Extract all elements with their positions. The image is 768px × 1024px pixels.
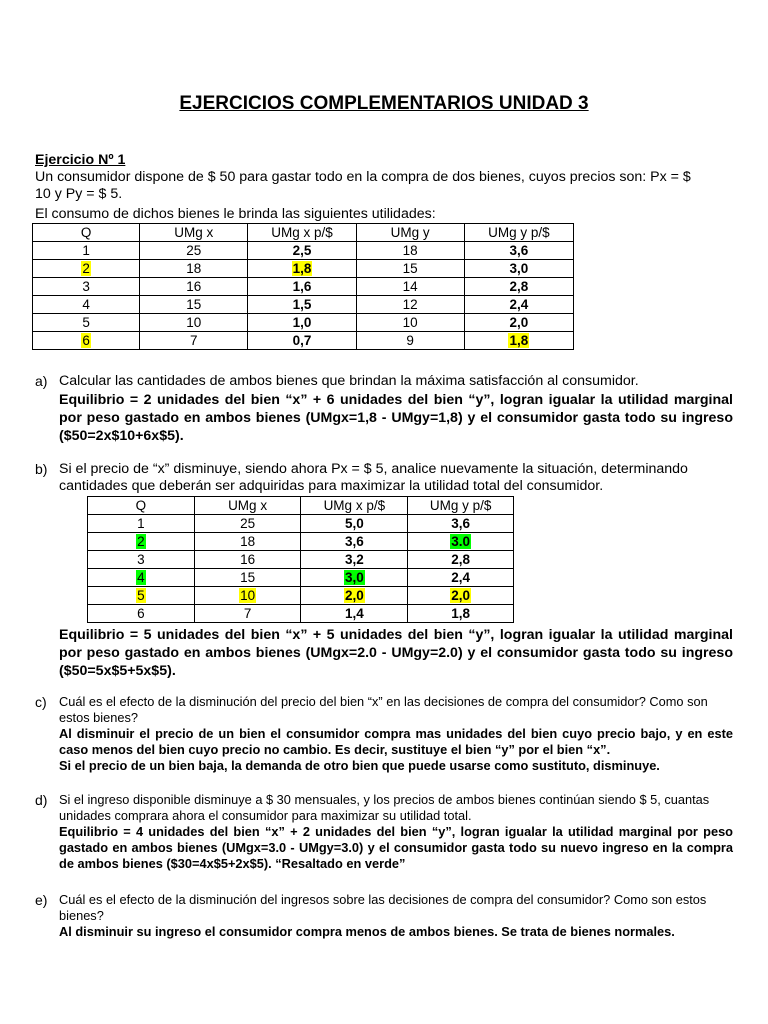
table-row (88, 587, 514, 605)
cell-umgx-per-peso: 2,5 (248, 242, 356, 260)
cell-umgy-per-peso: 2,4 (464, 296, 573, 314)
cell-umgx: 7 (140, 332, 248, 350)
highlight-yellow: 6 (82, 333, 90, 348)
table-row (33, 242, 574, 260)
table-header-row (88, 497, 514, 515)
table-row (33, 332, 574, 350)
cell-umgy-per-peso: 2,4 (408, 569, 514, 587)
highlight-yellow: 5 (137, 588, 145, 603)
highlight-yellow: 2 (82, 261, 90, 276)
cell-umgx-per-peso (301, 587, 408, 605)
table-row (33, 260, 574, 278)
cell-umgx: 15 (140, 296, 248, 314)
cell-umgy-per-peso: 1,8 (408, 605, 514, 623)
cell-umgy-per-peso: 2,8 (464, 278, 573, 296)
cell-umgx: 18 (194, 533, 301, 551)
highlight-green: 3.0 (451, 534, 470, 549)
cell-umgx-per-peso: 3,2 (301, 551, 408, 569)
cell-q (88, 587, 195, 605)
col-header-umgy-per-peso: UMg y p/$ (464, 224, 573, 242)
cell-q (88, 533, 195, 551)
cell-umgy: 14 (356, 278, 464, 296)
highlight-green: 4 (137, 570, 145, 585)
table-row (88, 515, 514, 533)
question-d: Si el ingreso disponible disminuye a $ 30 mensuales, y los precios de ambos bienes continúan siendo $ 5, cuantas unidades comprara ahora el consumidor para maximizar su utilidad total. (59, 792, 710, 823)
col-header-umgy-per-peso: UMg y p/$ (408, 497, 514, 515)
question-a: Calcular las cantidades de ambos bienes que brindan la máxima satisfacción al consumidor. (59, 373, 639, 389)
item-label-b: b) (35, 461, 48, 477)
cell-umgx-per-peso: 5,0 (301, 515, 408, 533)
cell-umgx: 7 (194, 605, 301, 623)
cell-umgy-per-peso: 3,6 (408, 515, 514, 533)
cell-umgx-per-peso: 0,7 (248, 332, 356, 350)
item-label-d: d) (35, 792, 48, 808)
highlight-yellow: 2,0 (344, 588, 364, 603)
cell-q: 1 (88, 515, 195, 533)
cell-q: 6 (88, 605, 195, 623)
cell-umgx: 10 (140, 314, 248, 332)
cell-umgx (194, 587, 301, 605)
cell-umgy-per-peso: 2,8 (408, 551, 514, 569)
utility-table-2 (87, 496, 514, 623)
question-b-line-1: Si el precio de “x” disminuye, siendo ahora Px = $ 5, analice nuevamente la situación, determinando (59, 461, 688, 477)
answer-e: Al disminuir su ingreso el consumidor compra menos de ambos bienes. Se trata de bienes normales. (59, 924, 675, 939)
cell-umgy-per-peso: 3,6 (464, 242, 573, 260)
answer-d: Equilibrio = 4 unidades del bien “x” + 2 unidades del bien “y”, logran igualar la utilidad marginal por peso gastado en ambos bienes (UMgx=3.0 - UMgy=3.0) y el consumidor gasta todo su nuevo ingreso en la compra de ambos bienes ($30=4x$5+2x$5). “Resaltado en verde” (59, 824, 733, 871)
cell-umgy-per-peso (408, 587, 514, 605)
cell-umgx-per-peso: 1,5 (248, 296, 356, 314)
cell-umgy-per-peso (464, 332, 573, 350)
cell-umgx: 25 (140, 242, 248, 260)
item-label-a: a) (35, 373, 48, 389)
col-header-umgx-per-peso: UMg x p/$ (301, 497, 408, 515)
cell-umgy-per-peso: 3,0 (464, 260, 573, 278)
highlight-yellow: 2,0 (451, 588, 470, 603)
cell-umgy-per-peso (408, 533, 514, 551)
table-row (33, 278, 574, 296)
answer-b: Equilibrio = 5 unidades del bien “x” + 5 unidades del bien “y”, logran igualar la utilidad marginal por peso gastado en ambos bienes (UMgx=2.0 - UMgy=2.0) y el consumidor gasta todo su ingreso ($50=5x$5+5x$5). (59, 627, 733, 679)
table-row (33, 314, 574, 332)
intro-line-2: 10 y Py = $ 5. (35, 186, 123, 202)
table-row (88, 551, 514, 569)
item-label-e: e) (35, 892, 48, 908)
col-header-umgx: UMg x (140, 224, 248, 242)
question-c: Cuál es el efecto de la disminución del precio del bien “x” en las decisiones de compra del consumidor? Como son estos bienes? (59, 694, 708, 725)
cell-umgx-per-peso (301, 569, 408, 587)
intro-line-3: El consumo de dichos bienes le brinda las siguientes utilidades: (35, 206, 436, 222)
cell-q: 3 (33, 278, 140, 296)
item-label-c: c) (35, 694, 47, 710)
col-header-umgx: UMg x (194, 497, 301, 515)
cell-q: 5 (33, 314, 140, 332)
answer-c-1: Al disminuir el precio de un bien el consumidor compra mas unidades del bien cuyo precio bajo, y en este caso menos del bien cuyo precio no cambio. Es decir, sustituye el bien “y” por el bien “x”. (59, 726, 733, 757)
col-header-q: Q (88, 497, 195, 515)
cell-umgx-per-peso: 1,4 (301, 605, 408, 623)
cell-q (88, 569, 195, 587)
cell-umgy: 12 (356, 296, 464, 314)
table-row (88, 533, 514, 551)
answer-c-2: Si el precio de un bien baja, la demanda de otro bien que puede usarse como sustituto, disminuye. (59, 758, 660, 773)
exercise-heading: Ejercicio Nº 1 (35, 152, 126, 168)
col-header-umgy: UMg y (356, 224, 464, 242)
cell-umgy: 9 (356, 332, 464, 350)
cell-umgx: 25 (194, 515, 301, 533)
cell-umgx: 18 (140, 260, 248, 278)
cell-q: 1 (33, 242, 140, 260)
cell-q: 3 (88, 551, 195, 569)
table-row (88, 569, 514, 587)
cell-umgy: 15 (356, 260, 464, 278)
col-header-q: Q (33, 224, 140, 242)
cell-umgx: 15 (194, 569, 301, 587)
page-title: EJERCICIOS COMPLEMENTARIOS UNIDAD 3 (179, 93, 589, 114)
highlight-yellow: 10 (240, 588, 256, 603)
highlight-green: 2 (137, 534, 145, 549)
cell-umgx-per-peso (248, 260, 356, 278)
cell-q (33, 260, 140, 278)
cell-umgx-per-peso: 1,6 (248, 278, 356, 296)
cell-umgx: 16 (140, 278, 248, 296)
question-b-line-2: cantidades que deberán ser adquiridas para maximizar la utilidad total del consumidor. (59, 478, 604, 494)
table-header-row (33, 224, 574, 242)
table-row (88, 605, 514, 623)
intro-line-1: Un consumidor dispone de $ 50 para gastar todo en la compra de dos bienes, cuyos precios son: Px = $ (35, 169, 691, 185)
cell-umgy-per-peso: 2,0 (464, 314, 573, 332)
col-header-umgx-per-peso: UMg x p/$ (248, 224, 356, 242)
answer-a: Equilibrio = 2 unidades del bien “x” + 6 unidades del bien “y”, logran igualar la utilidad marginal por peso gastado en ambos bienes (UMgx=1,8 - UMgy=1,8) y el consumidor gasta todo su ingreso ($50=2x$10+6x$5). (59, 392, 733, 444)
cell-umgx: 16 (194, 551, 301, 569)
question-e: Cuál es el efecto de la disminución del ingresos sobre las decisiones de compra del consumidor? Como son estos bienes? (59, 892, 707, 923)
cell-umgy: 18 (356, 242, 464, 260)
utility-table-1 (32, 223, 574, 350)
cell-umgx-per-peso: 1,0 (248, 314, 356, 332)
highlight-yellow: 1,8 (509, 333, 529, 348)
cell-umgx-per-peso: 3,6 (301, 533, 408, 551)
cell-q: 4 (33, 296, 140, 314)
highlight-green: 3,0 (344, 570, 364, 585)
cell-umgy: 10 (356, 314, 464, 332)
table-row (33, 296, 574, 314)
cell-q (33, 332, 140, 350)
highlight-yellow: 1,8 (292, 261, 312, 276)
